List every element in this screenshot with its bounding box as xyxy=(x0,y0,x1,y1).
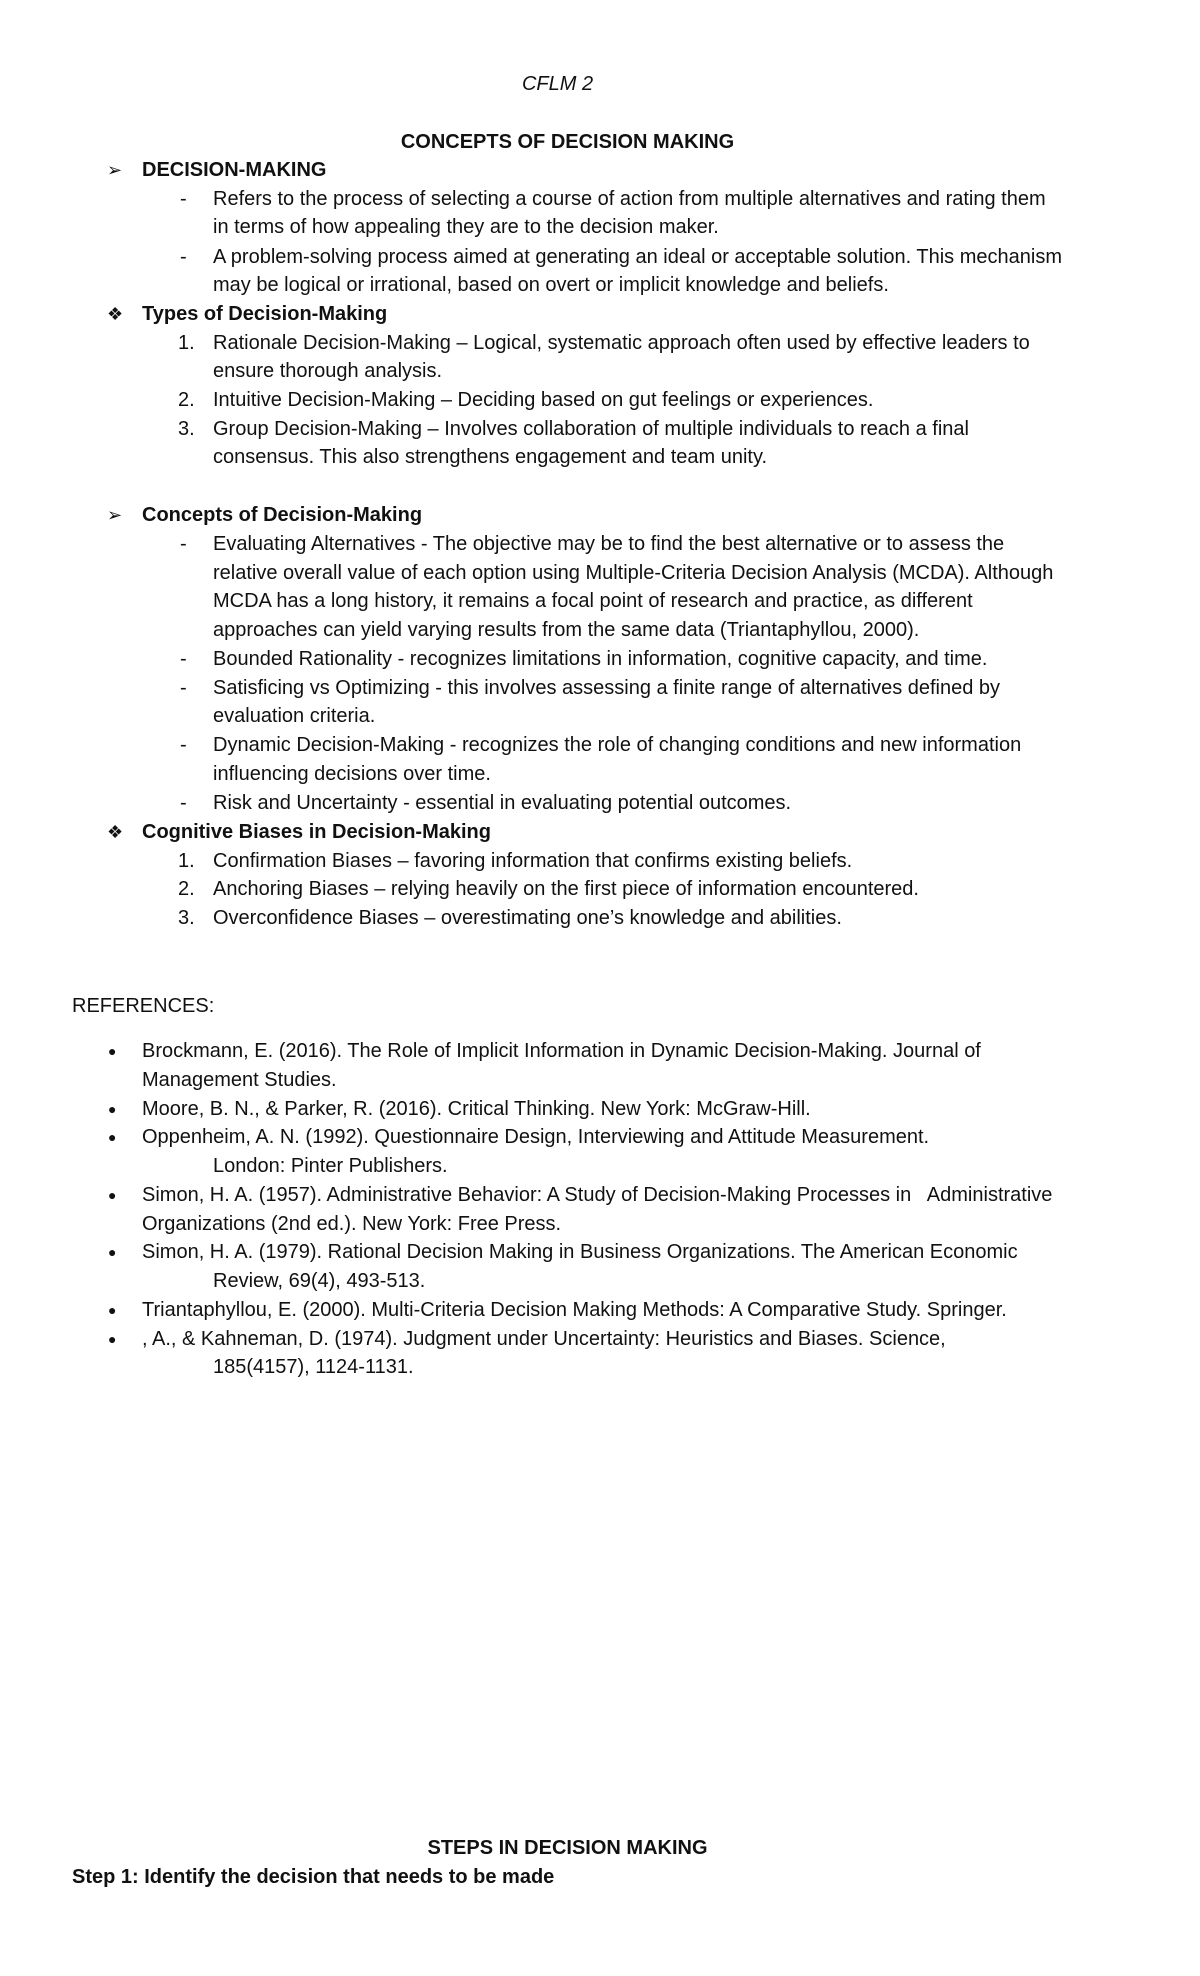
list-item-line: may be logical or irrational, based on overt or implicit knowledge and beliefs. xyxy=(213,274,889,296)
list-number: 1. xyxy=(178,332,195,354)
list-item-line: Intuitive Decision-Making – Deciding based on gut feelings or experiences. xyxy=(213,389,874,411)
list-item-line: ensure thorough analysis. xyxy=(213,360,443,382)
arrow-bullet-icon: ➢ xyxy=(107,505,123,525)
reference-line: Triantaphyllou, E. (2000). Multi-Criteria Decision Making Methods: A Comparative Study. Springer. xyxy=(142,1299,1007,1321)
reference-line: Simon, H. A. (1979). Rational Decision Making in Business Organizations. The American Economic xyxy=(142,1241,1018,1263)
bullet-icon: ● xyxy=(108,1101,117,1117)
list-item-line: MCDA has a long history, it remains a focal point of research and practice, as different xyxy=(213,590,973,612)
page-title: CONCEPTS OF DECISION MAKING xyxy=(400,131,735,153)
diamond-bullet-icon: ❖ xyxy=(107,304,124,324)
list-item-line: evaluation criteria. xyxy=(213,705,376,727)
dash-bullet-icon: - xyxy=(180,533,187,555)
section-heading: DECISION-MAKING xyxy=(142,159,327,181)
list-number: 1. xyxy=(178,850,195,872)
reference-line: Review, 69(4), 493-513. xyxy=(213,1270,426,1292)
list-item-line: approaches can yield varying results from the same data (Triantaphyllou, 2000). xyxy=(213,619,920,641)
list-item-line: Rationale Decision-Making – Logical, systematic approach often used by effective leaders to xyxy=(213,332,1030,354)
list-item-line: Dynamic Decision-Making - recognizes the role of changing conditions and new information xyxy=(213,734,1022,756)
list-item-line: Evaluating Alternatives - The objective may be to find the best alternative or to assess the xyxy=(213,533,1005,555)
list-item-line: consensus. This also strengthens engagement and team unity. xyxy=(213,446,768,468)
reference-line: Brockmann, E. (2016). The Role of Implicit Information in Dynamic Decision-Making. Journal of xyxy=(142,1040,981,1062)
section-heading: Concepts of Decision-Making xyxy=(142,504,423,526)
reference-line: , A., & Kahneman, D. (1974). Judgment under Uncertainty: Heuristics and Biases. Science, xyxy=(142,1328,946,1350)
list-item-line: Risk and Uncertainty - essential in evaluating potential outcomes. xyxy=(213,792,792,814)
dash-bullet-icon: - xyxy=(180,188,187,210)
reference-line: Moore, B. N., & Parker, R. (2016). Critical Thinking. New York: McGraw-Hill. xyxy=(142,1098,811,1120)
dash-bullet-icon: - xyxy=(180,734,187,756)
list-item-line: Anchoring Biases – relying heavily on the first piece of information encountered. xyxy=(213,878,919,900)
reference-line: Organizations (2nd ed.). New York: Free Press. xyxy=(142,1213,562,1235)
dash-bullet-icon: - xyxy=(180,246,187,268)
bullet-icon: ● xyxy=(108,1302,117,1318)
bullet-icon: ● xyxy=(108,1129,117,1145)
diamond-bullet-icon: ❖ xyxy=(107,822,124,842)
list-item-line: relative overall value of each option using Multiple-Criteria Decision Analysis (MCDA). Although xyxy=(213,562,1054,584)
bullet-icon: ● xyxy=(108,1331,117,1347)
list-item-line: Bounded Rationality - recognizes limitations in information, cognitive capacity, and time. xyxy=(213,648,988,670)
list-item-line: Satisficing vs Optimizing - this involves assessing a finite range of alternatives defined by xyxy=(213,677,1001,699)
reference-line: Management Studies. xyxy=(142,1069,337,1091)
list-item-line: Refers to the process of selecting a course of action from multiple alternatives and rating them xyxy=(213,188,1046,210)
list-number: 3. xyxy=(178,418,195,440)
section-heading: Types of Decision-Making xyxy=(142,303,388,325)
bullet-icon: ● xyxy=(108,1187,117,1203)
reference-line: London: Pinter Publishers. xyxy=(213,1155,448,1177)
references-heading: REFERENCES: xyxy=(72,995,215,1017)
reference-line: Simon, H. A. (1957). Administrative Behavior: A Study of Decision-Making Processes in Administrative xyxy=(142,1184,1053,1206)
arrow-bullet-icon: ➢ xyxy=(107,160,123,180)
steps-title: STEPS IN DECISION MAKING xyxy=(427,1837,708,1859)
dash-bullet-icon: - xyxy=(180,792,187,814)
step-1-heading: Step 1: Identify the decision that needs to be made xyxy=(72,1866,555,1888)
list-number: 2. xyxy=(178,878,195,900)
section-heading: Cognitive Biases in Decision-Making xyxy=(142,821,491,843)
list-number: 2. xyxy=(178,389,195,411)
list-item-line: Group Decision-Making – Involves collaboration of multiple individuals to reach a final xyxy=(213,418,969,440)
list-item-line: Confirmation Biases – favoring information that confirms existing beliefs. xyxy=(213,850,853,872)
reference-line: Oppenheim, A. N. (1992). Questionnaire Design, Interviewing and Attitude Measurement. xyxy=(142,1126,930,1148)
list-item-line: in terms of how appealing they are to the decision maker. xyxy=(213,216,719,238)
dash-bullet-icon: - xyxy=(180,677,187,699)
list-item-line: Overconfidence Biases – overestimating one’s knowledge and abilities. xyxy=(213,907,842,929)
dash-bullet-icon: - xyxy=(180,648,187,670)
bullet-icon: ● xyxy=(108,1244,117,1260)
page-header: CFLM 2 xyxy=(521,73,594,95)
list-item-line: influencing decisions over time. xyxy=(213,763,491,785)
reference-line: 185(4157), 1124-1131. xyxy=(213,1356,414,1378)
bullet-icon: ● xyxy=(108,1043,117,1059)
list-number: 3. xyxy=(178,907,195,929)
list-item-line: A problem-solving process aimed at generating an ideal or acceptable solution. This mechanism xyxy=(213,246,1062,268)
